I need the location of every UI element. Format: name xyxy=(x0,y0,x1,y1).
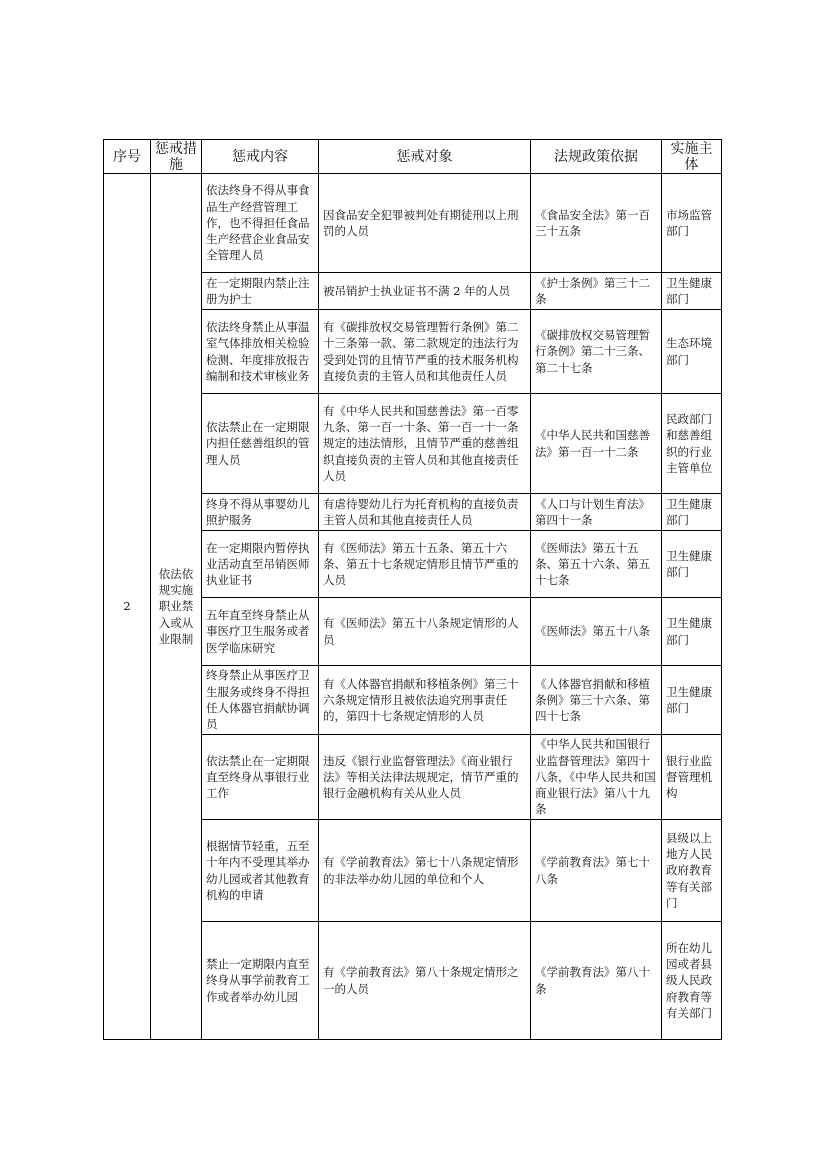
target-cell: 有《医师法》第五十八条规定情形的人员 xyxy=(319,598,531,666)
content-cell: 依法禁止在一定期限直至终身从事银行业工作 xyxy=(202,735,319,820)
department-cell: 生态环境部门 xyxy=(662,310,722,394)
table-header-row xyxy=(104,140,722,174)
target-cell: 有《医师法》第五十五条、第五十六条、第五十七条规定情形且情节严重的人员 xyxy=(319,531,531,598)
department-cell: 卫生健康部门 xyxy=(662,494,722,531)
basis-cell: 《人体器官捐献和移植条例》第三十六条、第四十七条 xyxy=(531,666,662,735)
department-cell: 卫生健康部门 xyxy=(662,273,722,310)
target-cell: 被吊销护士执业证书不满 2 年的人员 xyxy=(319,273,531,310)
measure-cell: 依法依规实施职业禁入或从业限制 xyxy=(151,174,202,1040)
content-cell: 依法终身禁止从事温室气体排放相关检验检测、年度排放报告编制和技术审核业务 xyxy=(202,310,319,394)
department-cell: 所在幼儿园或者县级人民政府教育等有关部门 xyxy=(662,922,722,1040)
target-cell: 有《碳排放权交易管理暂行条例》第二十三条第一款、第二款规定的违法行为受到处罚的且情节严重的技术服务机构直接负责的主管人员和其他责任人员 xyxy=(319,310,531,394)
target-cell: 违反《银行业监督管理法》《商业银行法》等相关法律法规规定，情节严重的银行金融机构有关从业人员 xyxy=(319,735,531,820)
department-cell: 卫生健康部门 xyxy=(662,531,722,598)
target-cell: 有《中华人民共和国慈善法》第一百零九条、第一百一十条、第一百一十一条规定的违法情形，且情节严重的慈善组织直接负责的主管人员和其他直接责任人员 xyxy=(319,394,531,494)
content-cell: 五年直至终身禁止从事医疗卫生服务或者医学临床研究 xyxy=(202,598,319,666)
target-cell: 因食品安全犯罪被判处有期徒刑以上刑罚的人员 xyxy=(319,174,531,273)
basis-cell: 《学前教育法》第八十条 xyxy=(531,922,662,1040)
punishment-measures-table xyxy=(103,139,722,1040)
basis-cell: 《食品安全法》第一百三十五条 xyxy=(531,174,662,273)
department-cell: 卫生健康部门 xyxy=(662,666,722,735)
content-cell: 终身禁止从事医疗卫生服务或终身不得担任人体器官捐献协调员 xyxy=(202,666,319,735)
department-cell: 县级以上地方人民政府教育等有关部门 xyxy=(662,820,722,922)
department-cell: 民政部门和慈善组织的行业主管单位 xyxy=(662,394,722,494)
table-row xyxy=(104,174,722,273)
basis-cell: 《学前教育法》第七十八条 xyxy=(531,820,662,922)
content-cell: 依法终身不得从事食品生产经营管理工作，也不得担任食品生产经营企业食品安全管理人员 xyxy=(202,174,319,273)
department-cell: 银行业监督管理机构 xyxy=(662,735,722,820)
basis-cell: 《碳排放权交易管理暂行条例》第二十三条、第二十七条 xyxy=(531,310,662,394)
header-department: 实施主体 xyxy=(662,140,722,174)
header-content: 惩戒内容 xyxy=(202,140,319,174)
serial-number-cell: 2 xyxy=(104,174,151,1040)
basis-cell: 《医师法》第五十八条 xyxy=(531,598,662,666)
basis-cell: 《人口与计划生育法》第四十一条 xyxy=(531,494,662,531)
content-cell: 禁止一定期限内直至终身从事学前教育工作或者举办幼儿园 xyxy=(202,922,319,1040)
content-cell: 终身不得从事婴幼儿照护服务 xyxy=(202,494,319,531)
basis-cell: 《护士条例》第三十二条 xyxy=(531,273,662,310)
content-cell: 根据情节轻重，五至十年内不受理其举办幼儿园或者其他教育机构的申请 xyxy=(202,820,319,922)
header-measure: 惩戒措施 xyxy=(151,140,202,174)
basis-cell: 《中华人民共和国慈善法》第一百一十二条 xyxy=(531,394,662,494)
basis-cell: 《医师法》第五十五条、第五十六条、第五十七条 xyxy=(531,531,662,598)
content-cell: 在一定期限内暂停执业活动直至吊销医师执业证书 xyxy=(202,531,319,598)
target-cell: 有《学前教育法》第七十八条规定情形的非法举办幼儿园的单位和个人 xyxy=(319,820,531,922)
content-cell: 在一定期限内禁止注册为护士 xyxy=(202,273,319,310)
header-target: 惩戒对象 xyxy=(319,140,531,174)
target-cell: 有虐待婴幼儿行为托育机构的直接负责主管人员和其他直接责任人员 xyxy=(319,494,531,531)
target-cell: 有《人体器官捐献和移植条例》第三十六条规定情形且被依法追究刑事责任的，第四十七条规定情形的人员 xyxy=(319,666,531,735)
header-serial-number: 序号 xyxy=(104,140,151,174)
target-cell: 有《学前教育法》第八十条规定情形之一的人员 xyxy=(319,922,531,1040)
content-cell: 依法禁止在一定期限内担任慈善组织的管理人员 xyxy=(202,394,319,494)
department-cell: 卫生健康部门 xyxy=(662,598,722,666)
basis-cell: 《中华人民共和国银行业监督管理法》第四十八条，《中华人民共和国商业银行法》第八十九条 xyxy=(531,735,662,820)
header-legal-basis: 法规政策依据 xyxy=(531,140,662,174)
department-cell: 市场监管部门 xyxy=(662,174,722,273)
